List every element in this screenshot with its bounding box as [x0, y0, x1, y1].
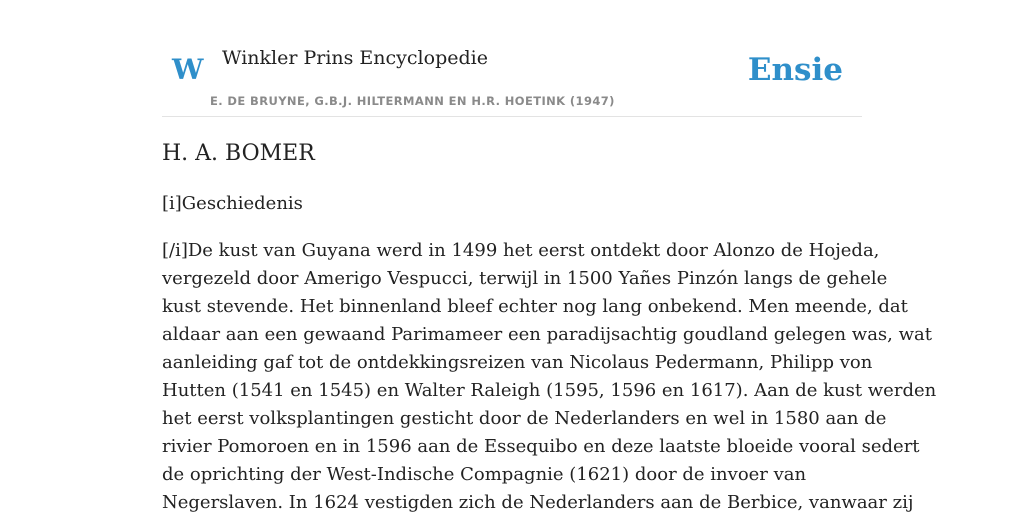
body-line: de oprichting der West-Indische Compagnie (1621) door de invoer van [162, 464, 807, 485]
body-line: Hutten (1541 en 1545) en Walter Raleigh (1595, 1596 en 1617). Aan de kust werden [162, 380, 937, 401]
ensie-brand-logo[interactable]: Ensie [747, 52, 843, 88]
section-label: [i]Geschiedenis [162, 193, 303, 214]
body-line: het eerst volksplantingen gesticht door de Nederlanders en wel in 1580 aan de [162, 408, 887, 429]
body-line: aldaar aan een gewaand Parimameer een paradijsachtig goudland gelegen was, wat [162, 324, 932, 345]
body-line: [/i]De kust van Guyana werd in 1499 het eerst ontdekt door Alonzo de Hojeda, [162, 240, 880, 261]
body-line: aanleiding gaf tot de ontdekkingsreizen van Nicolaus Pedermann, Philipp von [162, 352, 873, 373]
body-line: kust stevende. Het binnenland bleef echter nog lang onbekend. Men meende, dat [162, 296, 908, 317]
body-line: vergezeld door Amerigo Vespucci, terwijl in 1500 Yañes Pinzón langs de gehele [162, 268, 888, 289]
article-body [162, 237, 937, 512]
body-line: rivier Pomoroen en in 1596 aan de Essequibo en deze laatste bloeide vooral sedert [162, 436, 920, 457]
encyclopedia-title[interactable]: Winkler Prins Encyclopedie [222, 47, 488, 69]
encyclopedia-authors: E. DE BRUYNE, G.B.J. HILTERMANN EN H.R. HOETINK (1947) [210, 94, 615, 108]
article [162, 138, 937, 512]
logo-icon[interactable]: W [172, 53, 204, 86]
site-header [162, 0, 862, 117]
body-line: Negerslaven. In 1624 vestigden zich de Nederlanders aan de Berbice, vanwaar zij [162, 492, 914, 512]
article-title: H. A. BOMER [162, 141, 315, 166]
